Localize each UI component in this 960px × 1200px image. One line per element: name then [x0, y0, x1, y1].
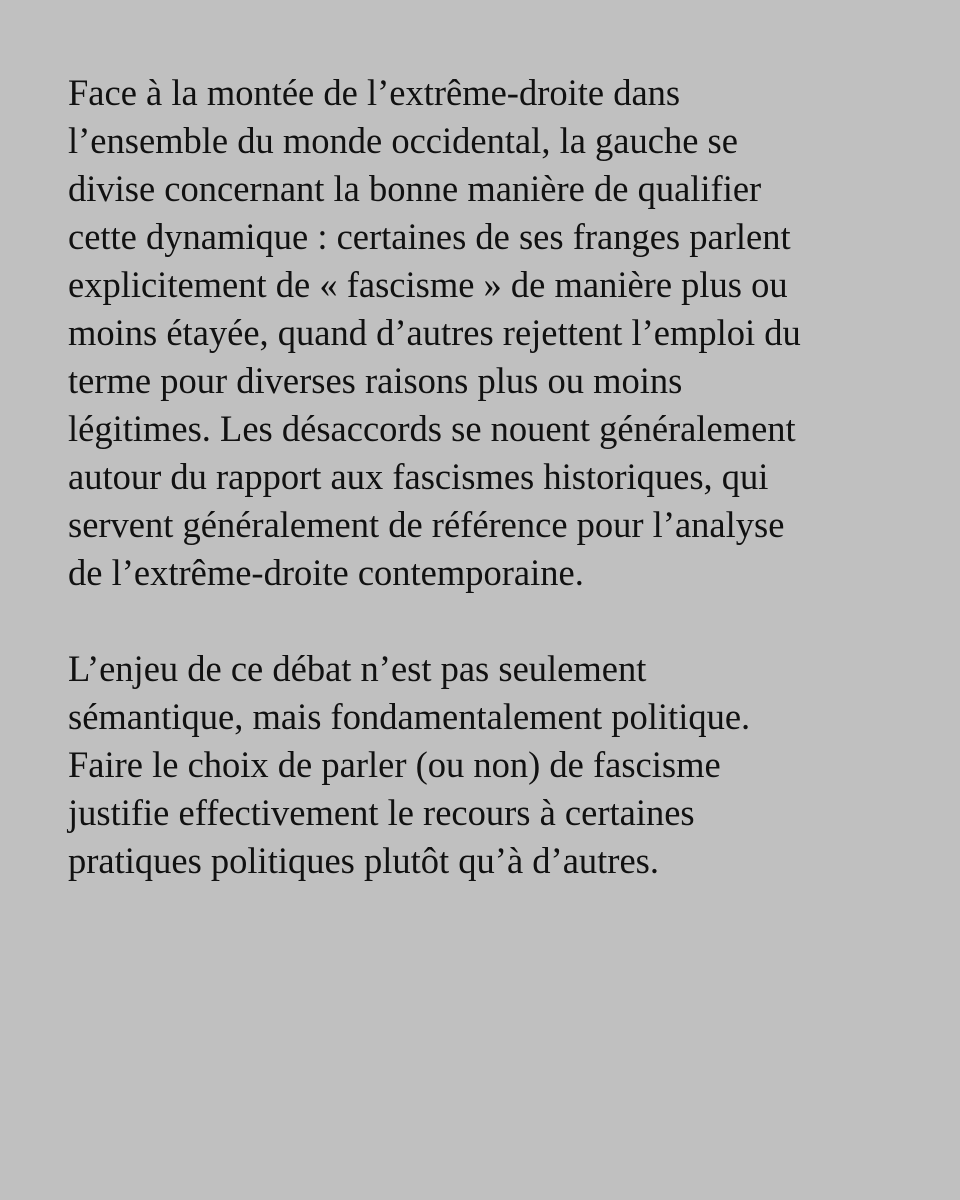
paragraph-line: de l’extrême-droite contemporaine. [68, 552, 584, 593]
paragraph-line: Face à la montée de l’extrême-droite dans [68, 72, 681, 113]
paragraph-line: explicitement de « fascisme » de manière plus ou [68, 264, 788, 305]
paragraph-line: pratiques politiques plutôt qu’à d’autres. [68, 840, 659, 881]
paragraph-line: terme pour diverses raisons plus ou moins [68, 360, 683, 401]
paragraph-stakes [68, 645, 880, 885]
paragraph-line: Faire le choix de parler (ou non) de fascisme [68, 744, 721, 785]
paragraph-line: justifie effectivement le recours à certaines [68, 792, 695, 833]
paragraph-line: sémantique, mais fondamentalement politique. [68, 696, 751, 737]
paragraph-line: légitimes. Les désaccords se nouent généralement [68, 408, 796, 449]
paragraph-line: autour du rapport aux fascismes historiques, qui [68, 456, 769, 497]
paragraph-line: cette dynamique : certaines de ses franges parlent [68, 216, 791, 257]
paragraph-line: divise concernant la bonne manière de qualifier [68, 168, 762, 209]
paragraph-line: l’ensemble du monde occidental, la gauche se [68, 120, 738, 161]
paragraph-line: servent généralement de référence pour l’analyse [68, 504, 785, 545]
paragraph-line: L’enjeu de ce débat n’est pas seulement [68, 648, 647, 689]
paragraph-intro [68, 69, 880, 597]
paragraph-line: moins étayée, quand d’autres rejettent l’emploi du [68, 312, 801, 353]
paragraph-spacing [68, 597, 880, 645]
